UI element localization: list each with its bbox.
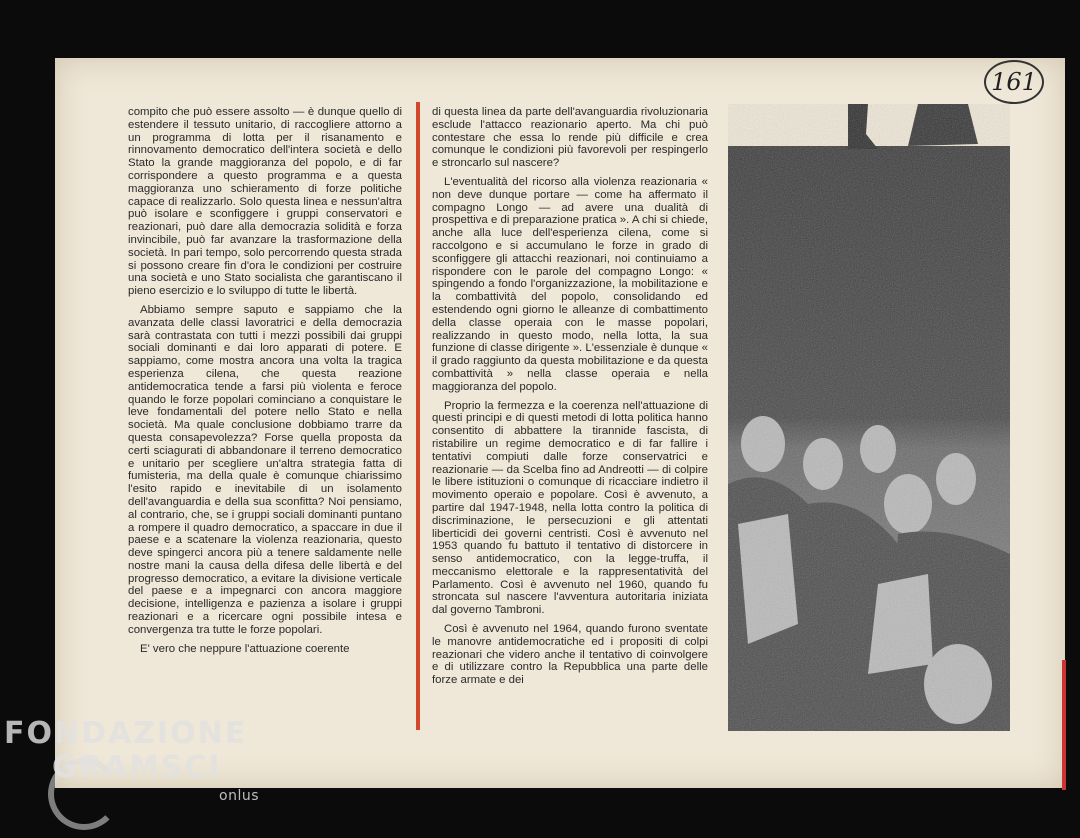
red-column-rule <box>416 102 420 730</box>
paragraph: E' vero che neppure l'attuazione coerente <box>140 642 350 655</box>
crowd-photograph <box>728 104 1010 731</box>
paragraph: Proprio la fermezza e la coerenza nell'attuazione di questi principi e di questi metodi di lotta politica hanno consentito di abbattere la tirannide fascista, di ristabilire un regime democratico e di far fallire i tentativi compiuti dalle forze conservatrici e reazionarie — da Scelba fino ad Andreotti — di colpire le libere istituzioni o comunque di ricacciare indietro il movimento operaio e popolare. Così è avvenuto, a partire dal 1947-1948, nella lotta contro la politica di discriminazione, le persecuzioni e gli attentati liberticidi dei governi centristi. Così è avvenuto nel 1953 quando fu battuto il tentativo di distorcere in senso antidemocratico, con la legge-truffa, il meccanismo elettorale e la rappresentatività del Parlamento. Così è avvenuto nel 1960, quando fu stroncata sul nascere l'avventura autoritaria iniziata dal governo Tambroni. <box>432 399 708 617</box>
text-column-right <box>432 106 708 693</box>
watermark-line-1: FONDAZIONE <box>4 716 248 751</box>
crowd-photo-image <box>728 104 1010 731</box>
page-number: 161 <box>984 60 1044 104</box>
watermark-line-2: GRAMSCI <box>52 750 222 785</box>
fondazione-gramsci-watermark <box>4 718 259 804</box>
watermark-line-3: onlus <box>219 788 259 804</box>
text-column-left <box>128 106 402 661</box>
paragraph: L'eventualità del ricorso alla violenza reazionaria « non deve dunque portare — come ha affermato il compagno Longo — ad avere una dualità di prospettiva e di preparazione pratica ». A chi si chiede, anche alla luce dell'esperienza cilena, come si raccolgono e si accumulano le forze in grado di sconfiggere gli attacchi reazionari, noi continuiamo a rispondere con le parole del compagno Longo: « spingendo a fondo l'organizzazione, la mobilitazione e la combattività del popolo, consolidando ed estendendo ogni giorno le alleanze di combattimento della classe operaia con le masse popolari, realizzando in questo modo, nella lotta, la sua funzione di classe dirigente ». L'essenziale è dunque « il grado raggiunto da questa mobilitazione e da questa combattività » nella classe operaia e nella maggioranza del popolo. <box>432 175 708 393</box>
paragraph: compito che può essere assolto — è dunque quello di estendere il tessuto unitario, di raccogliere attorno a un programma di lotta per il risanamento e rinnovamento democratico dell'intera società e dello Stato la grande maggioranza del popolo, e di far corrispondere a questo programma e a questa maggioranza uno schieramento di forze politiche capace di realizzarlo. Solo questa linea e nessun'altra può isolare e sconfiggere i gruppi conservatori e reazionari, può dare alla democrazia solidità e forza invincibile, può far avanzare la trasformazione della società. In pari tempo, solo percorrendo questa strada si possono creare fin d'ora le condizioni per costruire una società e uno Stato socialista che garantiscano il pieno esercizio e lo sviluppo di tutte le libertà. <box>128 106 402 298</box>
paragraph: Così è avvenuto nel 1964, quando furono sventate le manovre antidemocratiche ed i propositi di colpi reazionari che videro anche il tentativo di coinvolgere e di utilizzare contro la Repubblica una parte delle forze armate e dei <box>432 623 708 687</box>
paragraph: di questa linea da parte dell'avanguardia rivoluzionaria esclude l'attacco reazionario aperto. Ma chi può contestare che essa lo rende più difficile e crea comunque le condizioni più favorevoli per respingerlo e stroncarlo sul nascere? <box>432 106 708 170</box>
paragraph: Abbiamo sempre saputo e sappiamo che la avanzata delle classi lavoratrici e della democrazia sarà contrastata con tutti i mezzi possibili dai gruppi sociali dominanti e dai loro apparati di potere. E sappiamo, come mostra ancora una volta la tragica esperienza cilena, che questa reazione antidemocratica tende a farsi più violenta e feroce quando le forze popolari cominciano a conquistare le leve fondamentali del potere nello Stato e nella società. Ma quale conclusione dobbiamo trarre da questa consapevolezza? Forse quella proposta da certi sciagurati di abbandonare il terreno democratico e unitario per scegliere un'altra strategia fatta di fumisteria, ma della quale è comunque chiarissimo l'esito rapido e inevitabile di un isolamento dell'avanguardia e della sua sconfitta? Noi pensiamo, al contrario, che, se i gruppi sociali dominanti puntano a rompere il quadro democratico, a spaccare in due il paese e a scatenare la violenza reazionaria, questo deve spingerci ancora più a tenere saldamente nelle nostre mani la causa della difesa delle libertà e del progresso democratico, a evitare la divisione verticale del paese e a impegnarci con ancora maggiore decisione, intelligenza e pazienza a isolare i gruppi reazionari e a ricercare ogni possibile intesa e convergenza tra tutte le forze popolari. <box>128 303 402 636</box>
page-edge-mark <box>1062 660 1066 790</box>
